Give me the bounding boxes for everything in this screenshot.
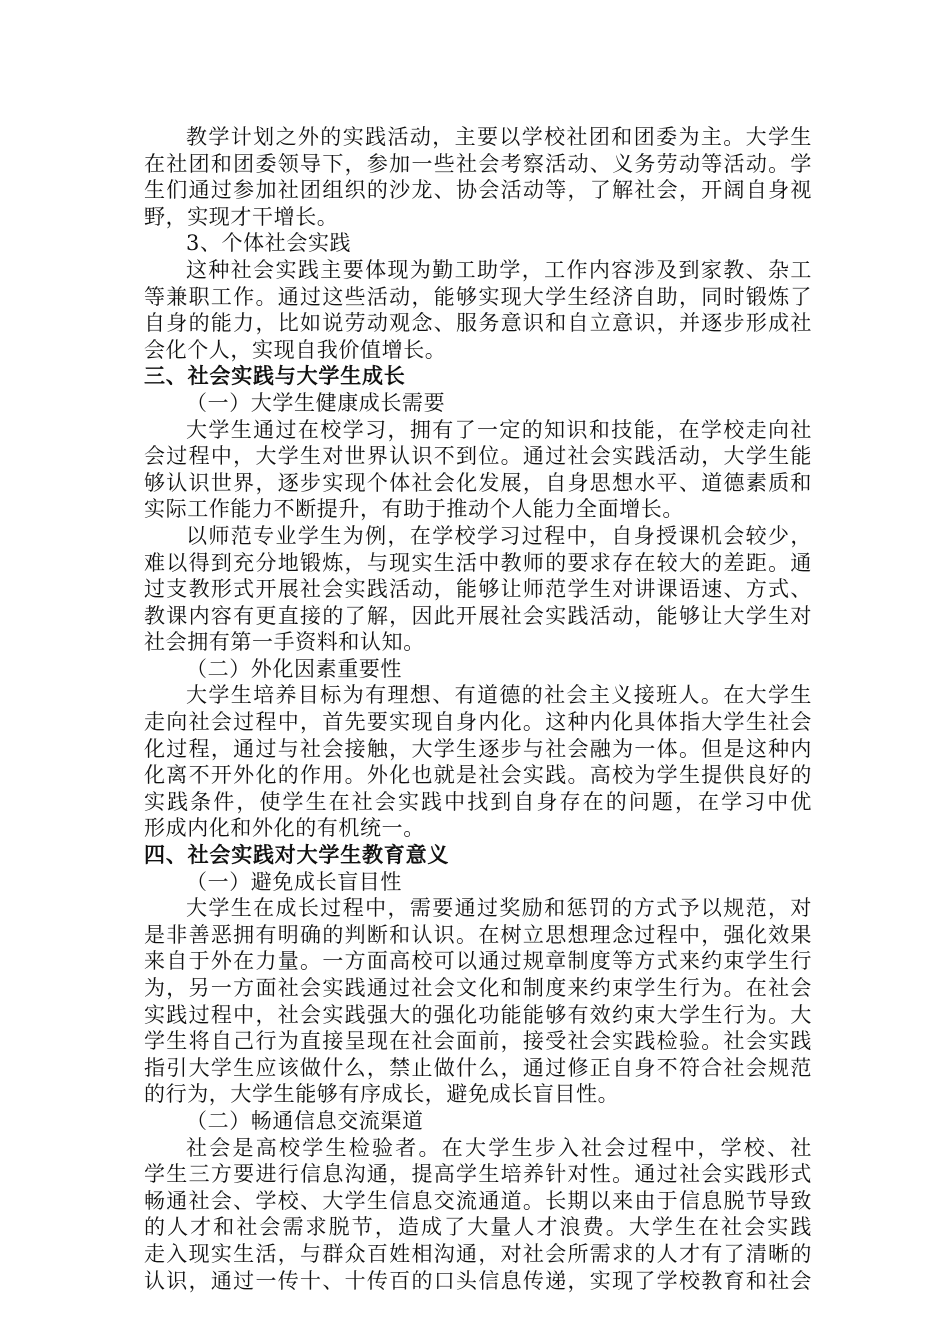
text-line: 难以得到充分地锻炼，与现实生活中教师的要求存在较大的差距。通	[144, 550, 812, 575]
text-line: 大学生在成长过程中，需要通过奖励和惩罚的方式予以规范，对	[186, 896, 812, 921]
text-line: 指引大学生应该做什么，禁止做什么，通过修正自身不符合社会规范	[144, 1055, 812, 1080]
document-page	[144, 124, 812, 1294]
text-line: 社会是高校学生检验者。在大学生步入社会过程中，学校、社	[186, 1135, 812, 1160]
text-line: 实际工作能力不断提升，有助于推动个人能力全面增长。	[144, 497, 684, 522]
text-line: 在社团和团委领导下，参加一些社会考察活动、义务劳动等活动。学	[144, 151, 812, 176]
text-line: 走入现实生活，与群众百姓相沟通，对社会所需求的人才有了清晰的	[144, 1241, 812, 1266]
text-line: 为，另一方面社会实践通过社会文化和制度来约束学生行为。在社会	[144, 976, 812, 1000]
text-line: 畅通社会、学校、大学生信息交流通道。长期以来由于信息脱节导致	[144, 1188, 812, 1213]
text-line: 的人才和社会需求脱节，造成了大量人才浪费。大学生在社会实践	[144, 1215, 812, 1240]
text-line: 自身的能力，比如说劳动观念、服务意识和自立意识，并逐步形成社	[144, 311, 812, 336]
text-line: 化离不开外化的作用。外化也就是社会实践。高校为学生提供良好的	[144, 763, 812, 788]
text-line: 学生将自己行为直接呈现在社会面前，接受社会实践检验。社会实践	[144, 1029, 812, 1054]
text-line: 过支教形式开展社会实践活动，能够让师范学生对讲课语速、方式、	[144, 577, 812, 602]
text-line: 社会拥有第一手资料和认知。	[144, 630, 425, 655]
text-line: 生们通过参加社团组织的沙龙、协会活动等，了解社会，开阔自身视	[144, 178, 812, 203]
text-line: 教课内容有更直接的了解，因此开展社会实践活动，能够让大学生对	[144, 603, 812, 628]
text-line: 实践条件，使学生在社会实践中找到自身存在的问题，在学习中优	[144, 789, 812, 814]
text-line: 大学生通过在校学习，拥有了一定的知识和技能，在学校走向社	[186, 417, 812, 442]
text-line: 形成内化和外化的有机统一。	[144, 816, 425, 841]
text-line: 来自于外在力量。一方面高校可以通过规章制度等方式来约束学生行	[144, 949, 812, 974]
text-line: 野，实现才干增长。	[144, 204, 339, 229]
text-line: 3、个体社会实践	[186, 231, 352, 256]
text-line: 够认识世界，逐步实现个体社会化发展，自身思想水平、道德素质和	[144, 470, 812, 495]
text-line: 认识，通过一传十、十传百的口头信息传递，实现了学校教育和社会	[144, 1268, 812, 1293]
text-line: （一）大学生健康成长需要	[186, 390, 446, 415]
text-line: 学生三方要进行信息沟通，提高学生培养针对性。通过社会实践形式	[144, 1162, 812, 1187]
text-line: 走向社会过程中，首先要实现自身内化。这种内化具体指大学生社会	[144, 710, 812, 735]
section-heading: 四、社会实践对大学生教育意义	[144, 843, 450, 868]
text-line: 的行为，大学生能够有序成长，避免成长盲目性。	[144, 1082, 620, 1107]
text-line: 会化个人，实现自我价值增长。	[144, 337, 447, 362]
text-line: 以师范专业学生为例，在学校学习过程中，自身授课机会较少，	[186, 523, 812, 548]
text-line: 会过程中，大学生对世界认识不到位。通过社会实践活动，大学生能	[144, 444, 812, 469]
text-line: 等兼职工作。通过这些活动，能够实现大学生经济自助，同时锻炼了	[144, 284, 812, 309]
text-line: 化过程，通过与社会接触，大学生逐步与社会融为一体。但是这种内	[144, 736, 812, 761]
text-line: 大学生培养目标为有理想、有道德的社会主义接班人。在大学生	[186, 683, 812, 708]
text-line: 实践过程中，社会实践强大的强化功能能够有效约束大学生行为。大	[144, 1002, 812, 1027]
text-line: 教学计划之外的实践活动，主要以学校社团和团委为主。大学生	[186, 125, 812, 149]
text-line: （一）避免成长盲目性	[186, 869, 402, 894]
text-line: 是非善恶拥有明确的判断和认识。在树立思想理念过程中，强化效果	[144, 922, 812, 947]
text-line: （二）畅通信息交流渠道	[186, 1108, 424, 1133]
text-line: （二）外化因素重要性	[186, 656, 402, 681]
text-line: 这种社会实践主要体现为勤工助学，工作内容涉及到家教、杂工	[186, 257, 812, 282]
section-heading: 三、社会实践与大学生成长	[144, 364, 406, 389]
